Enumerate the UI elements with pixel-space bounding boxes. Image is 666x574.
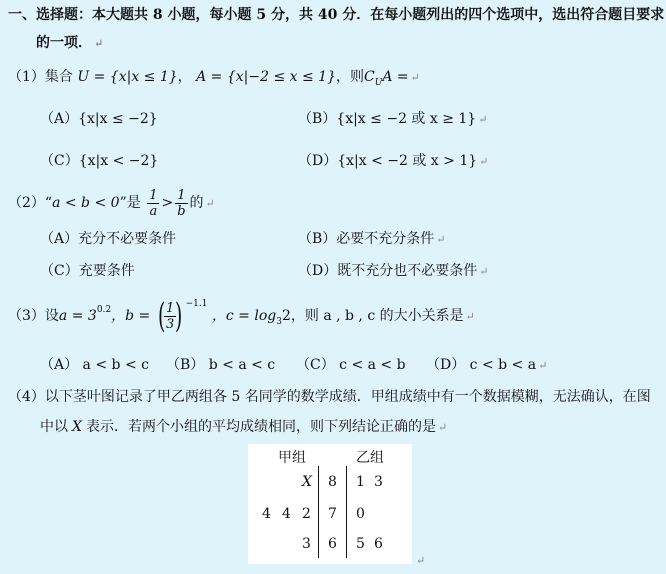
q1-option-b-text: （B）{x|x ≤ −2 或 x ≥ 1} (298, 111, 477, 127)
q1-complement-sub: U (374, 78, 383, 88)
stem-leaf-leaf: 3 (374, 474, 383, 490)
question-2-stem (8, 186, 215, 221)
q1-prefix: （1）集合 (8, 69, 73, 85)
q1-option-b (298, 110, 487, 129)
q1-tail: A = (382, 69, 409, 85)
q2-gt: > (161, 195, 174, 211)
paragraph-mark-icon: ↵ (437, 421, 448, 434)
q3-c-tail: 2 (281, 308, 291, 324)
stem-leaf-stem: 6 (328, 536, 337, 552)
q1-set-u: U = {x|x ≤ 1} (77, 69, 178, 85)
q2-fraction-1 (147, 188, 159, 219)
stem-leaf-leaf: X (302, 474, 312, 490)
q2-option-a: （A）充分不必要条件 (40, 231, 177, 247)
q3-option-b: （B） b < a < c (166, 357, 276, 373)
paragraph-mark-icon: ↵ (94, 37, 104, 50)
question-4-line1: （4）以下茎叶图记录了甲乙两组各 5 名同学的数学成绩．甲组成绩中有一个数据模糊，无法确认，在图 (8, 389, 651, 405)
stem-leaf-left-header: 甲组 (278, 450, 306, 466)
stem-leaf-leaf: 3 (302, 536, 311, 552)
q2-frac1-den: a (149, 203, 158, 219)
q3-a-base: a = 3 (58, 308, 97, 324)
q1-option-a: （A）{x|x ≤ −2} (40, 111, 158, 127)
q2-option-b (298, 230, 446, 249)
q3-b-lead: ，b = (111, 308, 151, 324)
q3-option-c: （C） c < a < b (296, 357, 406, 373)
paragraph-mark-icon: ↵ (478, 113, 488, 126)
stem-leaf-stem: 7 (328, 506, 337, 522)
paragraph-mark-icon: ↵ (205, 197, 215, 210)
stem-leaf-stem: 8 (328, 474, 337, 490)
paragraph-mark-icon: ↵ (436, 233, 446, 246)
paragraph-mark-icon: ↵ (416, 554, 426, 567)
stem-leaf-leaf: 4 (262, 506, 271, 522)
q2-tail: 的 (189, 195, 204, 211)
q3-b-exp: −1.1 (185, 299, 208, 309)
q2-option-d (298, 262, 488, 281)
q2-frac2-den: b (177, 203, 186, 219)
stem-leaf-right-divider (346, 466, 347, 558)
stem-leaf-leaf: 6 (374, 536, 383, 552)
q3-option-a: （A） a < b < c (40, 357, 149, 373)
q1-sep: ， (177, 69, 192, 85)
q1-option-d (298, 152, 488, 171)
right-paren-icon: ) (175, 296, 183, 336)
q2-option-d-text: （D）既不充分也不必要条件 (298, 263, 478, 279)
q1-then: ，则 (336, 69, 364, 85)
q1-option-c: （C）{x|x < −2} (40, 153, 159, 169)
stem-leaf-left-divider (318, 466, 319, 558)
q2-fraction-2 (175, 188, 187, 219)
q3-a-exp: 0.2 (96, 305, 112, 315)
q1-option-d-text: （D）{x|x < −2 或 x > 1} (298, 153, 478, 169)
paragraph-mark-icon: ↵ (538, 359, 548, 372)
q3-b-den: 3 (166, 316, 175, 332)
q4-line2-b: 表示．若两个小组的平均成绩相同，则下列结论正确的是 (85, 419, 436, 435)
stem-leaf-leaf: 2 (302, 506, 311, 522)
paragraph-mark-icon: ↵ (479, 155, 489, 168)
question-3-stem (8, 296, 475, 338)
q2-option-b-text: （B）必要不充分条件 (298, 231, 435, 247)
q3-c-lead: ，c = log (211, 308, 277, 324)
stem-leaf-plot (248, 444, 412, 564)
q2-condition: a < b < 0 (52, 195, 120, 211)
paragraph-mark-icon: ↵ (479, 265, 489, 278)
paragraph-mark-icon: ↵ (465, 310, 475, 323)
q2-frac1-num: 1 (149, 187, 158, 203)
left-paren-icon: ( (157, 296, 166, 336)
stem-leaf-right-header: 乙组 (356, 450, 384, 466)
question-4-line2 (40, 418, 447, 437)
paragraph-mark-icon: ↵ (410, 71, 420, 84)
q3-option-d-text: （D） c < b < a (426, 357, 537, 373)
q4-line2-a: 中以 (40, 419, 68, 435)
q2-frac2-num: 1 (175, 188, 187, 204)
stem-leaf-leaf: 0 (356, 506, 365, 522)
q1-complement: C (364, 69, 375, 85)
q3-tail: ，则 a , b , c 的大小关系是 (290, 308, 464, 324)
q2-prefix: （2）“ (8, 195, 53, 211)
q2-mid: ”是 (119, 195, 141, 211)
q2-option-c: （C）充要条件 (40, 263, 135, 279)
stem-leaf-leaf: 5 (356, 536, 365, 552)
question-1-stem (8, 68, 420, 88)
q3-option-d (426, 356, 547, 375)
stem-leaf-leaf: 4 (282, 506, 291, 522)
q3-prefix: （3）设 (8, 308, 59, 324)
section-heading-line2 (36, 34, 103, 53)
q3-b-num: 1 (166, 300, 175, 316)
section-heading-line2-text: 的一项． (36, 35, 92, 51)
q1-set-a: A = {x|−2 ≤ x ≤ 1} (196, 69, 336, 85)
q4-x: X (72, 419, 82, 435)
section-heading-line1: 一、选择题：本大题共 8 小题，每小题 5 分，共 40 分．在每小题列出的四个选项中，选出符合题目要求 (8, 7, 665, 23)
q3-c-sub: 3 (276, 317, 282, 327)
stem-leaf-leaf: 1 (356, 474, 365, 490)
